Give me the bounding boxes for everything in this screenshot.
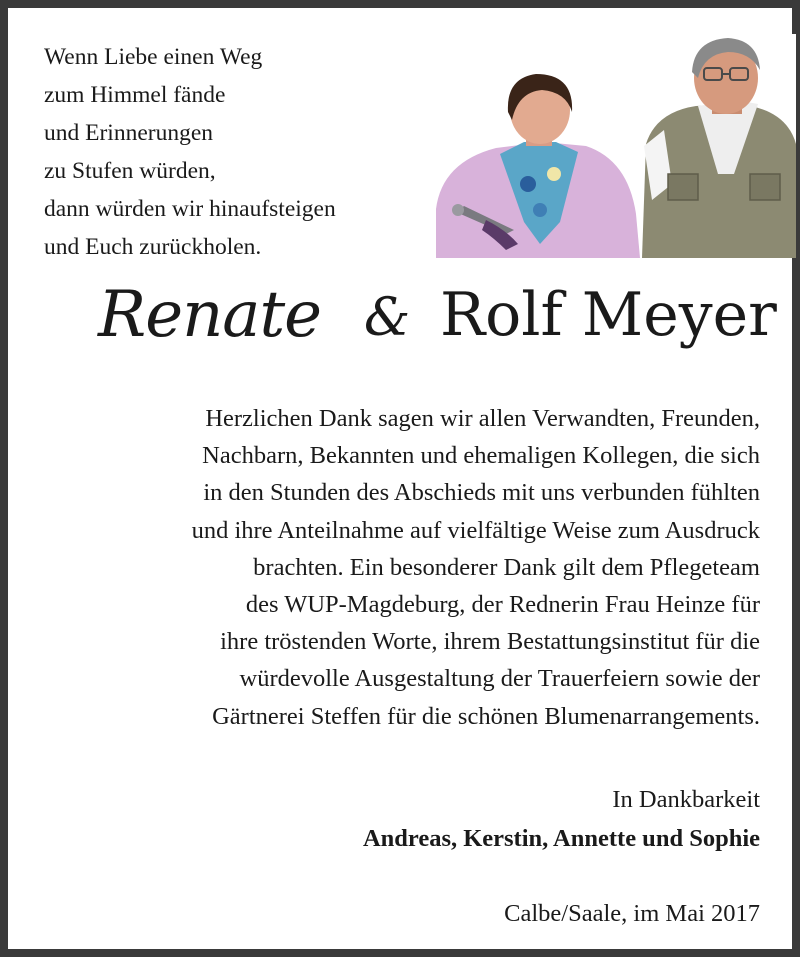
poem: [44, 38, 336, 266]
place-date: Calbe/Saale, im Mai 2017: [504, 900, 760, 927]
message-line: ihre tröstenden Worte, ihrem Bestattungsinstitut für die: [220, 628, 760, 656]
poem-line: und Euch zurückholen.: [44, 234, 262, 260]
poem-line: dann würden wir hinaufsteigen: [44, 196, 336, 222]
message-line: in den Stunden des Abschieds mit uns verbunden fühlten: [203, 479, 760, 507]
message-line: Herzlichen Dank sagen wir allen Verwandten, Freunden,: [205, 405, 760, 432]
message-line: des WUP-Magdeburg, der Rednerin Frau Heinze für: [245, 591, 760, 619]
poem-line: zum Himmel fände: [44, 82, 226, 108]
signers: Andreas, Kerstin, Annette und Sophie: [362, 825, 760, 852]
deceased-names: [98, 276, 788, 366]
poem-line: Wenn Liebe einen Weg: [44, 44, 263, 70]
message-line: Gärtnerei Steffen für die schönen Blumenarrangements.: [212, 702, 760, 730]
message-line: brachten. Ein besonderer Dank gilt dem Pflegeteam: [253, 553, 760, 581]
gratitude-line: In Dankbarkeit: [612, 786, 760, 813]
thank-you-message: [40, 400, 760, 735]
poem-line: zu Stufen würden,: [44, 158, 216, 184]
last-names: Rolf Meyer: [440, 280, 777, 350]
ampersand: &: [364, 288, 411, 348]
first-name: Renate: [98, 278, 322, 352]
message-line: und ihre Anteilnahme auf vielfältige Weise zum Ausdruck: [191, 516, 760, 544]
message-line: Nachbarn, Bekannten und ehemaligen Kollegen, die sich: [202, 442, 760, 470]
poem-line: und Erinnerungen: [44, 120, 214, 146]
message-line: würdevolle Ausgestaltung der Trauerfeiern sowie der: [239, 665, 760, 693]
couple-photo: [436, 34, 796, 258]
